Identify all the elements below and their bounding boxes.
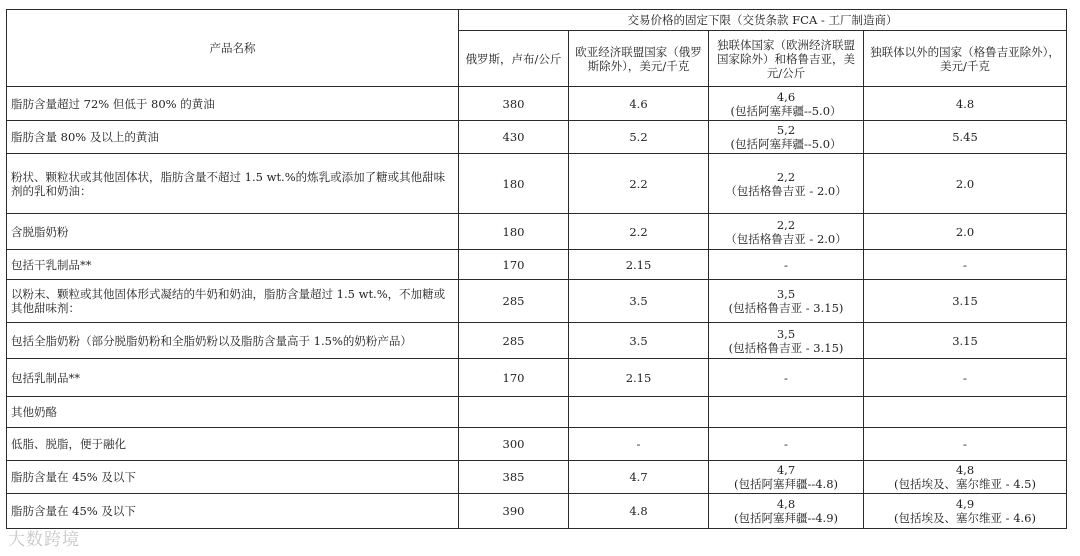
cis-price-note: (包括格鲁吉亚 - 3.15) (728, 340, 844, 355)
eaeu-price-cell (569, 397, 709, 428)
non-cis-price-value: 3.15 (952, 294, 978, 308)
cis-price-cell (709, 494, 864, 529)
eaeu-price-cell: 4.8 (569, 494, 709, 529)
eaeu-price-cell: - (569, 428, 709, 461)
price-floor-table (6, 9, 1067, 529)
eaeu-price-cell: 3.5 (569, 280, 709, 323)
cis-price-value: 4,8 (776, 497, 796, 511)
non-cis-column-header: 独联体以外的国家（格鲁吉亚除外），美元/千克 (864, 31, 1067, 87)
eaeu-price-cell: 2.2 (569, 214, 709, 250)
non-cis-price-value: - (963, 257, 967, 272)
product-name-cell: 粉状、颗粒状或其他固体状，脂肪含量不超过 1.5 wt.%的炼乳或添加了糖或其他甜味剂的乳和奶油： (7, 154, 459, 214)
product-name-cell: 其他奶酪 (7, 397, 459, 428)
non-cis-price-value: 2.0 (955, 176, 975, 191)
eaeu-price-cell: 2.2 (569, 154, 709, 214)
non-cis-price-value: 3.15 (952, 333, 978, 348)
eaeu-price-cell: 3.5 (569, 323, 709, 359)
non-cis-price-value: 5.45 (952, 130, 978, 144)
non-cis-price-cell (864, 494, 1067, 529)
cis-price-value: - (784, 370, 788, 385)
cis-price-value: 4,6 (776, 89, 796, 104)
cis-price-cell (709, 323, 864, 359)
table-row (7, 121, 1067, 154)
non-cis-price-value: 4.8 (955, 96, 975, 111)
product-name-cell: 脂肪含量在 45% 及以下 (7, 494, 459, 529)
russia-column-header: 俄罗斯，卢布/公斤 (459, 31, 569, 87)
cis-price-value: 3,5 (776, 287, 796, 301)
russia-price-cell: 180 (459, 154, 569, 214)
eaeu-price-cell: 2.15 (569, 250, 709, 280)
product-name-cell: 包括全脂奶粉（部分脱脂奶粉和全脂奶粉以及脂肪含量高于 1.5%的奶粉产品） (7, 323, 459, 359)
cis-price-value: 5,2 (776, 123, 796, 137)
product-name-cell: 以粉末、颗粒或其他固体形式凝结的牛奶和奶油，脂肪含量超过 1.5 wt.%，不加糖或其他甜味剂： (7, 280, 459, 323)
watermark: 大数跨境 (8, 530, 80, 550)
russia-price-cell: 380 (459, 87, 569, 121)
cis-price-cell (709, 397, 864, 428)
product-name-cell: 脂肪含量 80% 及以上的黄油 (7, 121, 459, 154)
table-row (7, 87, 1067, 121)
cis-price-cell (709, 214, 864, 250)
russia-price-cell: 180 (459, 214, 569, 250)
product-name-cell: 包括干乳制品** (7, 250, 459, 280)
cis-price-cell (709, 461, 864, 494)
cis-price-cell (709, 359, 864, 397)
eaeu-column-header: 欧亚经济联盟国家（俄罗斯除外），美元/千克 (569, 31, 709, 87)
table-row (7, 359, 1067, 397)
russia-price-cell: 385 (459, 461, 569, 494)
non-cis-price-value: 2.0 (955, 224, 975, 239)
product-name-cell: 包括乳制品** (7, 359, 459, 397)
non-cis-price-cell (864, 280, 1067, 323)
cis-price-value: 4,7 (776, 463, 796, 477)
non-cis-price-value: 4,8 (955, 463, 975, 477)
table-row (7, 214, 1067, 250)
cis-price-note: (包括格鲁吉亚 - 3.15) (728, 301, 844, 315)
cis-price-note: (包括阿塞拜疆--5.0） (730, 103, 842, 118)
table-row (7, 250, 1067, 280)
cis-price-note: (包括阿塞拜疆--5.0） (730, 137, 842, 151)
non-cis-price-cell (864, 428, 1067, 461)
cis-price-cell (709, 121, 864, 154)
cis-price-note: （包括格鲁吉亚 - 2.0） (725, 231, 847, 246)
price-group-header: 交易价格的固定下限（交货条款 FCA - 工厂制造商） (459, 10, 1067, 31)
cis-price-note: （包括格鲁吉亚 - 2.0） (725, 183, 847, 198)
cis-price-cell (709, 250, 864, 280)
eaeu-price-cell: 4.7 (569, 461, 709, 494)
eaeu-price-cell: 5.2 (569, 121, 709, 154)
non-cis-price-cell (864, 359, 1067, 397)
non-cis-price-value: - (963, 437, 967, 451)
non-cis-price-note: (包括埃及、塞尔维亚 - 4.5) (894, 477, 1036, 491)
non-cis-price-cell (864, 154, 1067, 214)
cis-price-value: 2,2 (776, 169, 796, 184)
product-name-cell: 脂肪含量超过 72% 但低于 80% 的黄油 (7, 87, 459, 121)
table-row (7, 461, 1067, 494)
russia-price-cell: 170 (459, 250, 569, 280)
cis-price-value: 2,2 (776, 217, 796, 232)
cis-price-cell (709, 428, 864, 461)
cis-price-cell (709, 87, 864, 121)
cis-price-value: - (784, 257, 788, 272)
table-row (7, 280, 1067, 323)
product-name-header: 产品名称 (7, 10, 459, 87)
russia-price-cell (459, 397, 569, 428)
table-row (7, 428, 1067, 461)
non-cis-price-value: 4,9 (955, 497, 975, 511)
non-cis-price-cell (864, 397, 1067, 428)
non-cis-price-value: - (963, 370, 967, 385)
product-name-cell: 含脱脂奶粉 (7, 214, 459, 250)
table-row (7, 323, 1067, 359)
table-row (7, 154, 1067, 214)
non-cis-price-cell (864, 323, 1067, 359)
non-cis-price-cell (864, 121, 1067, 154)
russia-price-cell: 170 (459, 359, 569, 397)
product-name-cell: 脂肪含量在 45% 及以下 (7, 461, 459, 494)
non-cis-price-cell (864, 87, 1067, 121)
cis-price-cell (709, 280, 864, 323)
cis-price-value: - (784, 437, 788, 451)
non-cis-price-cell (864, 461, 1067, 494)
russia-price-cell: 285 (459, 323, 569, 359)
non-cis-price-cell (864, 214, 1067, 250)
cis-price-note: (包括阿塞拜疆--4.9) (733, 511, 839, 525)
russia-price-cell: 430 (459, 121, 569, 154)
russia-price-cell: 390 (459, 494, 569, 529)
table-row (7, 397, 1067, 428)
cis-price-cell (709, 154, 864, 214)
russia-price-cell: 285 (459, 280, 569, 323)
eaeu-price-cell: 4.6 (569, 87, 709, 121)
eaeu-price-cell: 2.15 (569, 359, 709, 397)
cis-column-header: 独联体国家（欧洲经济联盟国家除外）和格鲁吉亚，美元/公斤 (709, 31, 864, 87)
table-row (7, 494, 1067, 529)
russia-price-cell: 300 (459, 428, 569, 461)
cis-price-note: (包括阿塞拜疆--4.8) (733, 477, 839, 491)
cis-price-value: 3,5 (776, 326, 796, 341)
non-cis-price-note: (包括埃及、塞尔维亚 - 4.6) (894, 511, 1036, 525)
product-name-cell: 低脂、脱脂，便于融化 (7, 428, 459, 461)
non-cis-price-cell (864, 250, 1067, 280)
